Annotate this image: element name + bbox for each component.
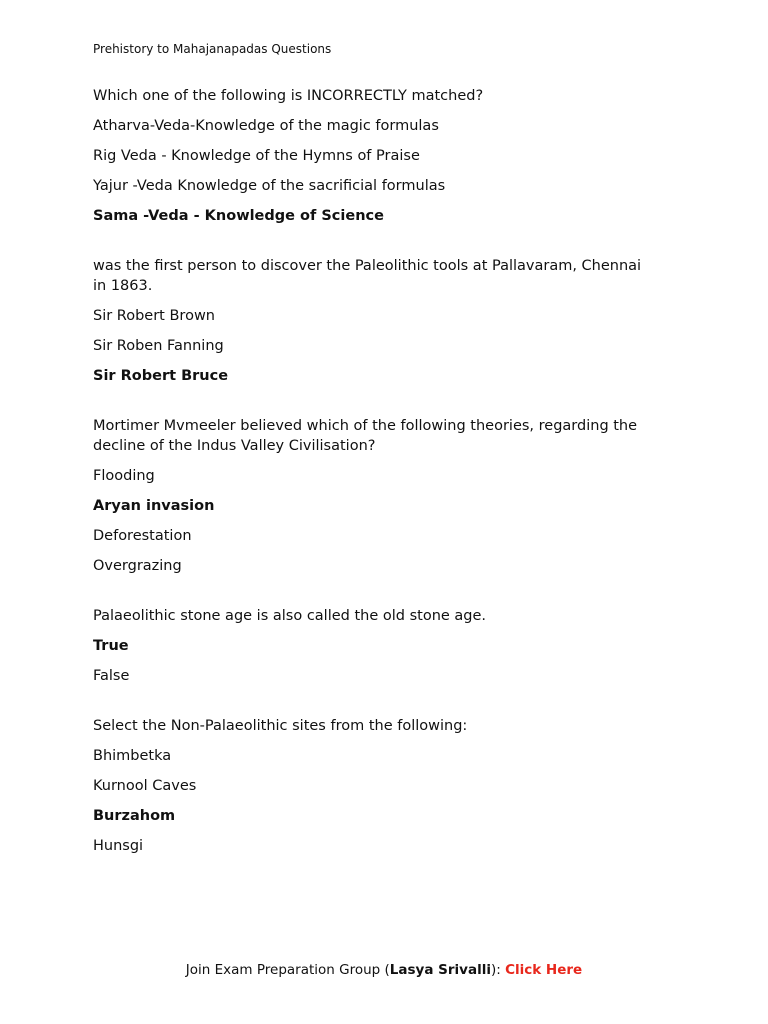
question-text: Which one of the following is INCORRECTLY matched? <box>93 88 484 104</box>
answer-option: Deforestation <box>93 528 192 544</box>
answer-option: Sir Robert Brown <box>93 308 215 324</box>
answer-option: Flooding <box>93 468 155 484</box>
answer-option: Atharva-Veda-Knowledge of the magic formulas <box>93 118 439 134</box>
answer-option-correct: True <box>93 638 129 654</box>
footer-group-name: Lasya Srivalli <box>389 962 491 978</box>
question-block <box>93 416 653 576</box>
question-block <box>93 256 653 386</box>
question-text: Palaeolithic stone age is also called the old stone age. <box>93 608 487 624</box>
question-block <box>93 606 653 686</box>
footer-prefix: Join Exam Preparation Group ( <box>185 962 390 978</box>
answer-option-correct: Burzahom <box>93 808 176 824</box>
answer-option: Hunsgi <box>93 838 144 854</box>
answer-option-correct: Aryan invasion <box>93 498 215 514</box>
question-list <box>93 86 653 886</box>
answer-option-correct: Sir Robert Bruce <box>93 368 229 384</box>
question-text: Select the Non-Palaeolithic sites from the following: <box>93 718 468 734</box>
answer-option: Sir Roben Fanning <box>93 338 224 354</box>
question-block <box>93 86 653 226</box>
question-text: was the first person to discover the Paleolithic tools at Pallavaram, Chennai in 1863. <box>93 258 642 294</box>
answer-option-correct: Sama -Veda - Knowledge of Science <box>93 208 384 224</box>
answer-option: Overgrazing <box>93 558 182 574</box>
click-here-link[interactable]: Click Here <box>505 962 583 978</box>
footer <box>0 962 768 978</box>
answer-option: Bhimbetka <box>93 748 172 764</box>
question-text: Mortimer Mvmeeler believed which of the following theories, regarding the decline of the Indus Valley Civilisation? <box>93 418 638 454</box>
page-header: Prehistory to Mahajanapadas Questions <box>93 42 332 56</box>
answer-option: Yajur -Veda Knowledge of the sacrificial formulas <box>93 178 446 194</box>
answer-option: False <box>93 668 130 684</box>
answer-option: Rig Veda - Knowledge of the Hymns of Praise <box>93 148 420 164</box>
footer-suffix: ): <box>490 962 506 978</box>
answer-option: Kurnool Caves <box>93 778 197 794</box>
question-block <box>93 716 653 856</box>
